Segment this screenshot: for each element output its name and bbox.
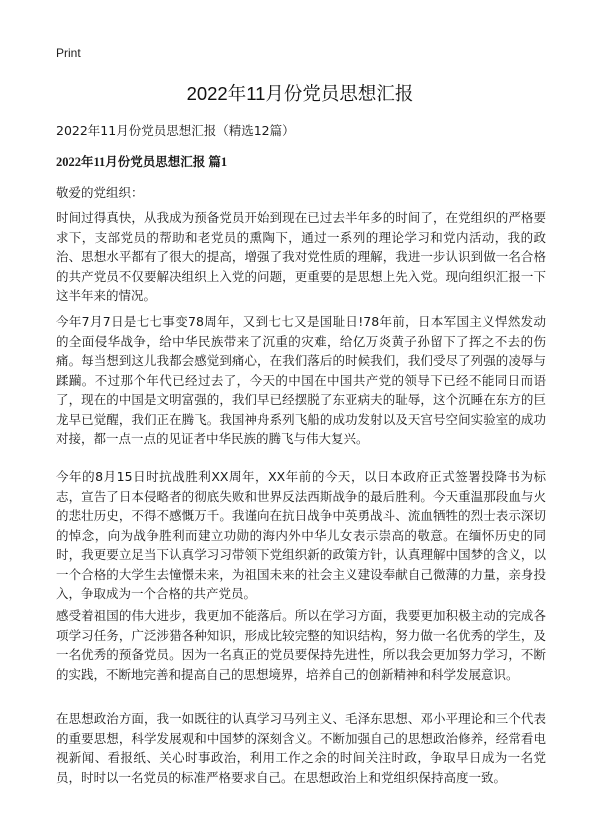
document-subtitle: 2022年11月份党员思想汇报（精选12篇） (56, 123, 295, 138)
page-title: 2022年11月份党员思想汇报 (186, 83, 414, 104)
paragraph-1: 时间过得真快，从我成为预备党员开始到现在已过去半年多的时间了，在党组织的严格要求下，支部党员的帮助和老党员的熏陶下，通过一系列的理论学习和党内活动，我的政治、思想水平都有了很大的提高，增强了我对党性质的理解，我进一步认识到做一名合格的共产党员不仅要解决组织上入党的问题，更重要的是思想上先入党。现向组织汇报一下这半年来的情况。 (56, 210, 546, 303)
paragraph-5: 在思想政治方面，我一如既往的认真学习马列主义、毛泽东思想、邓小平理论和三个代表的重要思想，科学发展观和中国梦的深刻含义。不断加强自己的思想政治修养，经常看电视新闻、看报纸、关心时事政治，利用工作之余的时间关注时政，争取早日成为一名党员，时时以一名党员的标准严格要求自己。在思想政治上和党组织保持高度一致。 (56, 711, 546, 785)
paragraph-4: 感受着祖国的伟大进步，我更加不能落后。所以在学习方面，我要更加积极主动的完成各项学习任务，广泛涉猎各种知识，形成比较完整的知识结构，努力做一名优秀的学生，及一名优秀的预备党员。因为一名真正的党员要保持先进性，所以我会更加努力学习，不断的实践，不断地完善和提高自己的思想境界，培养自己的创新精神和科学发展意识。 (56, 608, 546, 682)
print-link[interactable]: Print (56, 46, 81, 60)
paragraph-2: 今年7月7日是七七事变78周年，又到七七又是国耻日!78年前，日本军国主义悍然发动的全面侵华战争，给中华民族带来了沉重的灾难，给亿万炎黄子孙留下了挥之不去的伤痛。每当想到这儿我都会感觉到痛心，在我们落后的时候我们，我们受尽了列强的凌辱与蹂躏。不过那个年代已经过去了，今天的中国在中国共产党的领导下已经不能同日而语了，现在的中国是文明富强的，我们早已经摆脱了东亚病夫的耻辱，这个沉睡在东方的巨龙早已觉醒，我们正在腾飞。我国神舟系列飞船的成功发射以及天宫号空间实验室的成功对接，都一点一点的见证者中华民族的腾飞与伟大复兴。 (56, 314, 546, 446)
paragraph-3: 今年的8月15日时抗战胜利XX周年，XX年前的今天，以日本政府正式签署投降书为标志，宣告了日本侵略者的彻底失败和世界反法西斯战争的最后胜利。今天重温那段血与火的悲壮历史，不得不感慨万千。我谨向在抗日战争中英勇战斗、流血牺牲的烈士表示深切的悼念，向为战争胜利而建立功勋的海内外中华儿女表示崇高的敬意。在缅怀历史的同时，我更要立足当下认真学习习带领下党组织新的政策方针，认真理解中国梦的含义，以一个合格的大学生去憧憬未来，为祖国未来的社会主义建设奉献自己微薄的力量，亲身投入，争取成为一个合格的共产党员。 (56, 469, 546, 601)
greeting: 敬爱的党组织： (56, 185, 144, 200)
section-heading: 2022年11月份党员思想汇报 篇1 (56, 155, 228, 169)
